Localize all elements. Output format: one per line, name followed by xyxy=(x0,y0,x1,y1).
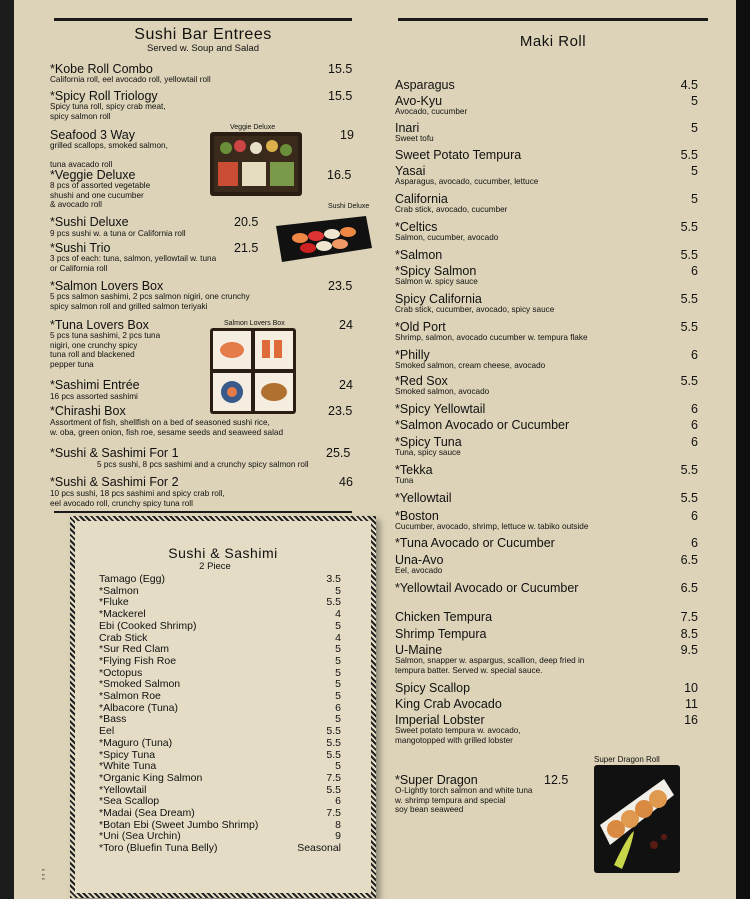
caption-veggie: Veggie Deluxe xyxy=(230,124,276,131)
maki-price: 5.5 xyxy=(680,463,698,477)
maki-name: U-Maine xyxy=(395,643,443,657)
maki-price: 6 xyxy=(691,402,698,416)
maki-name: Sweet Potato Tempura xyxy=(395,148,522,162)
maki-desc: Cucumber, avocado, shrimp, lettuce w. tabiko outside xyxy=(395,522,589,531)
entree-desc: 5 pcs tuna sashimi, 2 pcs tuna nigiri, one crunchy spicy tuna roll and blackened pepper tuna xyxy=(50,331,161,369)
fine-print: ▪▪ ▪▪ ▪▪ xyxy=(42,867,45,881)
sashimi-name: *Fluke xyxy=(99,596,129,609)
maki-price: 6.5 xyxy=(680,553,698,567)
maki-desc: Tuna, spicy sauce xyxy=(395,448,461,457)
sashimi-name: Crab Stick xyxy=(99,631,148,644)
sashimi-name: *Organic King Salmon xyxy=(99,771,203,784)
sushi-sashimi-title: Sushi & Sashimi xyxy=(168,545,278,561)
super-dragon-roll-photo xyxy=(594,765,680,873)
sashimi-name: Tamago (Egg) xyxy=(99,573,165,585)
sashimi-price: 5 xyxy=(335,690,341,702)
entree-price: 24 xyxy=(339,378,353,392)
sashimi-price: 5 xyxy=(335,760,341,773)
sashimi-name: *Salmon xyxy=(99,584,139,597)
maki-price: 6 xyxy=(691,536,698,550)
maki-name: *Yellowtail Avocado or Cucumber xyxy=(395,581,579,595)
sashimi-price: 5 xyxy=(335,619,341,632)
maki-desc: Sweet potato tempura w. avocado, mangotopped with grilled lobster xyxy=(395,726,521,745)
maki-price: 5.5 xyxy=(680,292,698,306)
entree-price: 23.5 xyxy=(328,404,353,418)
maki-name: *Salmon Avocado or Cucumber xyxy=(395,418,570,432)
maki-price: 10 xyxy=(684,681,698,695)
maki-price: 5 xyxy=(691,164,698,178)
sashimi-price: 5 xyxy=(335,654,341,667)
sashimi-name: Ebi (Cooked Shrimp) xyxy=(99,619,197,632)
maki-name: *Celtics xyxy=(395,220,438,234)
maki-name: *Yellowtail xyxy=(395,491,452,505)
maki-price: 6 xyxy=(691,435,698,449)
maki-price: 5.5 xyxy=(680,220,698,234)
sashimi-name: *Mackerel xyxy=(99,608,146,621)
maki-name: Inari xyxy=(395,121,420,135)
sashimi-price: 5 xyxy=(335,713,341,726)
maki-name: Una-Avo xyxy=(395,553,444,567)
maki-price: 6 xyxy=(691,348,698,362)
entree-desc: 8 pcs of assorted vegetable shushi and one cucumber & avocado roll xyxy=(50,181,151,209)
maki-desc: Salmon, cucumber, avocado xyxy=(395,233,499,242)
maki-name: Spicy California xyxy=(395,292,482,306)
entree-price: 21.5 xyxy=(234,241,259,255)
entree-price: 19 xyxy=(340,128,354,142)
sashimi-price: 5 xyxy=(335,666,341,679)
maki-name: *Boston xyxy=(395,509,439,523)
sashimi-price: 6 xyxy=(335,701,341,714)
entree-name: *Spicy Roll Triology xyxy=(50,89,158,103)
sashimi-name: *Yellowtail xyxy=(99,783,147,796)
sashimi-name: *Maguro (Tuna) xyxy=(99,736,173,749)
maki-name: Yasai xyxy=(395,164,426,178)
maki-price: 6 xyxy=(691,418,698,432)
entree-name: *Tuna Lovers Box xyxy=(50,318,149,332)
sashimi-name: *Sur Red Clam xyxy=(99,643,170,656)
top-rule-right xyxy=(398,18,708,21)
entree-price: 16.5 xyxy=(327,168,352,182)
entree-desc: Spicy tuna roll, spicy crab meat, spicy salmon roll xyxy=(50,102,166,121)
entree-desc: 5 pcs salmon sashimi, 2 pcs salmon nigiri, one crunchy spicy salmon roll and grilled salmon teriyaki xyxy=(50,292,250,311)
maki-name: *Spicy Tuna xyxy=(395,435,462,449)
sashimi-name: *Uni (Sea Urchin) xyxy=(99,830,181,843)
maki-desc: Shrimp, salmon, avocado cucumber w. tempura flake xyxy=(395,333,588,342)
entrees-bottom-rule xyxy=(54,511,352,513)
maki-price: 11 xyxy=(685,697,698,711)
salmon-lovers-box-photo xyxy=(210,328,296,414)
maki-desc: Salmon, snapper w. aspargus, scallion, deep fried in tempura batter. Served w. special sauce. xyxy=(395,656,585,675)
maki-desc: Crab stick, avocado, cucumber xyxy=(395,205,508,214)
maki-name: *Spicy Salmon xyxy=(395,264,477,278)
entree-name: *Kobe Roll Combo xyxy=(50,62,153,76)
maki-desc: Salmon w. spicy sauce xyxy=(395,277,478,286)
entree-desc: California roll, eel avocado roll, yellowtail roll xyxy=(50,75,211,84)
maki-name: Avo-Kyu xyxy=(395,94,443,108)
entree-price: 46 xyxy=(339,475,353,489)
entree-desc: 5 pcs sushi, 8 pcs sashimi and a crunchy spicy salmon roll xyxy=(97,460,309,469)
maki-name: California xyxy=(395,192,448,206)
entree-name: *Chirashi Box xyxy=(50,404,126,418)
sushi-bar-entrees-title: Sushi Bar Entrees xyxy=(134,26,272,43)
caption-salmon-box: Salmon Lovers Box xyxy=(224,320,285,327)
maki-name: Chicken Tempura xyxy=(395,610,493,624)
sashimi-price: 4 xyxy=(335,631,341,644)
maki-name: King Crab Avocado xyxy=(395,697,502,711)
entree-name: *Sushi & Sashimi For 2 xyxy=(50,475,179,489)
caption-sushi-deluxe: Sushi Deluxe xyxy=(328,203,370,210)
maki-desc: Tuna xyxy=(395,476,414,485)
maki-roll-title: Maki Roll xyxy=(519,33,587,50)
sushi-deluxe-photo xyxy=(262,208,374,268)
sashimi-price: 5 xyxy=(335,643,341,656)
sashimi-price: 5.5 xyxy=(326,596,341,609)
sashimi-name: *Smoked Salmon xyxy=(99,678,181,691)
entree-name: *Sushi Trio xyxy=(50,241,111,255)
sashimi-price: 4 xyxy=(335,608,341,621)
sashimi-price: 5 xyxy=(335,678,341,691)
maki-desc: Sweet tofu xyxy=(395,134,434,143)
maki-name: *Philly xyxy=(395,348,430,362)
maki-desc: Smoked salmon, cream cheese, avocado xyxy=(395,361,546,370)
entree-desc: 16 pcs assorted sashimi xyxy=(50,392,138,401)
entree-price: 20.5 xyxy=(234,215,259,229)
sashimi-name: *White Tuna xyxy=(99,760,157,773)
sushi-sashimi-subtitle: 2 Piece xyxy=(199,561,231,572)
sashimi-price: 3.5 xyxy=(326,573,341,585)
maki-price: 6 xyxy=(691,509,698,523)
entree-price: 24 xyxy=(339,318,353,332)
veggie-deluxe-photo xyxy=(210,132,302,196)
entree-desc: 10 pcs sushi, 18 pcs sashimi and spicy crab roll, eel avocado roll, crunchy spicy tuna roll xyxy=(50,489,225,508)
sashimi-name: *Salmon Roe xyxy=(99,690,161,702)
maki-name: *Tuna Avocado or Cucumber xyxy=(395,536,555,550)
entree-name: *Sushi & Sashimi For 1 xyxy=(50,446,179,460)
maki-price: 7.5 xyxy=(680,610,698,624)
sashimi-price: 5.5 xyxy=(326,736,341,749)
maki-desc: Eel, avocado xyxy=(395,566,443,575)
maki-price: 5.5 xyxy=(680,491,698,505)
sashimi-price: 9 xyxy=(335,830,341,843)
maki-price: 5.5 xyxy=(680,248,698,262)
maki-name: Shrimp Tempura xyxy=(395,627,487,641)
sashimi-price: 5.5 xyxy=(326,725,341,738)
maki-name: *Spicy Yellowtail xyxy=(395,402,486,416)
entree-desc: Assortment of fish, shellfish on a bed of seasoned sushi rice, w. oba, green onion, fish roe, sesame seeds and seaweed salad xyxy=(50,418,284,437)
entree-name: *Sushi Deluxe xyxy=(50,215,129,229)
maki-name: *Old Port xyxy=(395,320,446,334)
maki-price: 8.5 xyxy=(680,627,698,641)
sushi-bar-entrees-subtitle: Served w. Soup and Salad xyxy=(147,43,259,54)
sashimi-price: 5.5 xyxy=(326,783,341,796)
sashimi-name: *Spicy Tuna xyxy=(99,748,156,761)
maki-price: 9.5 xyxy=(680,643,698,657)
maki-price: 12.5 xyxy=(544,773,569,787)
sashimi-name: *Bass xyxy=(99,713,127,726)
sashimi-price: 5.5 xyxy=(326,748,341,761)
entree-desc: 3 pcs of each: tuna, salmon, yellowtail w. tuna or California roll xyxy=(50,254,217,273)
entree-name: *Veggie Deluxe xyxy=(50,168,136,182)
maki-name: *Super Dragon xyxy=(395,773,478,787)
entree-price: 25.5 xyxy=(326,446,351,460)
sashimi-name: Eel xyxy=(99,725,115,738)
sushi-sashimi-box xyxy=(70,516,376,898)
entree-price: 15.5 xyxy=(328,89,353,103)
sashimi-price: 8 xyxy=(335,818,341,831)
sashimi-name: *Octopus xyxy=(99,666,143,679)
menu-page xyxy=(14,0,736,899)
maki-price: 5 xyxy=(691,121,698,135)
sashimi-price: 6 xyxy=(335,795,341,808)
maki-desc: Asparagus, avocado, cucumber, lettuce xyxy=(395,177,539,186)
maki-name: *Salmon xyxy=(395,248,443,262)
maki-price: 6.5 xyxy=(680,581,698,595)
maki-name: Imperial Lobster xyxy=(395,713,485,727)
maki-name: *Tekka xyxy=(395,463,433,477)
entree-name: Seafood 3 Way xyxy=(50,128,136,142)
caption-dragon: Super Dragon Roll xyxy=(594,755,660,764)
maki-price: 5.5 xyxy=(680,374,698,388)
sashimi-name: *Botan Ebi (Sweet Jumbo Shrimp) xyxy=(99,818,259,831)
top-rule-left xyxy=(54,18,352,21)
maki-price: 16 xyxy=(684,713,698,727)
entree-price: 15.5 xyxy=(328,62,353,76)
sashimi-name: *Flying Fish Roe xyxy=(99,654,177,667)
maki-price: 5 xyxy=(691,94,698,108)
entree-name: *Salmon Lovers Box xyxy=(50,279,164,293)
maki-name: Asparagus xyxy=(395,78,455,92)
sashimi-price: 5 xyxy=(335,584,341,597)
maki-price: 5 xyxy=(691,192,698,206)
maki-desc: Smoked salmon, avocado xyxy=(395,387,490,396)
entree-name: *Sashimi Entrée xyxy=(50,378,140,392)
maki-price: 4.5 xyxy=(680,78,698,92)
sashimi-name: *Sea Scallop xyxy=(99,795,160,808)
entree-price: 23.5 xyxy=(328,279,353,293)
maki-name: Spicy Scallop xyxy=(395,681,471,695)
entree-desc: grilled scallops, smoked salmon, tuna avacado roll xyxy=(50,141,168,169)
sashimi-price: 7.5 xyxy=(326,807,341,819)
maki-desc: Avocado, cucumber xyxy=(395,107,468,116)
entree-desc: 9 pcs sushi w. a tuna or California roll xyxy=(50,229,186,238)
sashimi-price: 7.5 xyxy=(326,771,341,784)
maki-price: 5.5 xyxy=(680,320,698,334)
sashimi-name: *Toro (Bluefin Tuna Belly) xyxy=(99,842,218,855)
maki-desc: Crab stick, cucumber, avocado, spicy sauce xyxy=(395,305,555,314)
maki-price: 5.5 xyxy=(680,148,698,162)
sashimi-name: *Madai (Sea Dream) xyxy=(99,807,195,819)
sashimi-name: *Albacore (Tuna) xyxy=(99,701,178,714)
right-edge-bar xyxy=(736,0,750,899)
sashimi-price: Seasonal xyxy=(297,842,341,855)
maki-price: 6 xyxy=(691,264,698,278)
maki-desc: O-Lightly torch salmon and white tuna w. shrimp tempura and special soy bean seaweed xyxy=(395,786,533,814)
maki-name: *Red Sox xyxy=(395,374,448,388)
